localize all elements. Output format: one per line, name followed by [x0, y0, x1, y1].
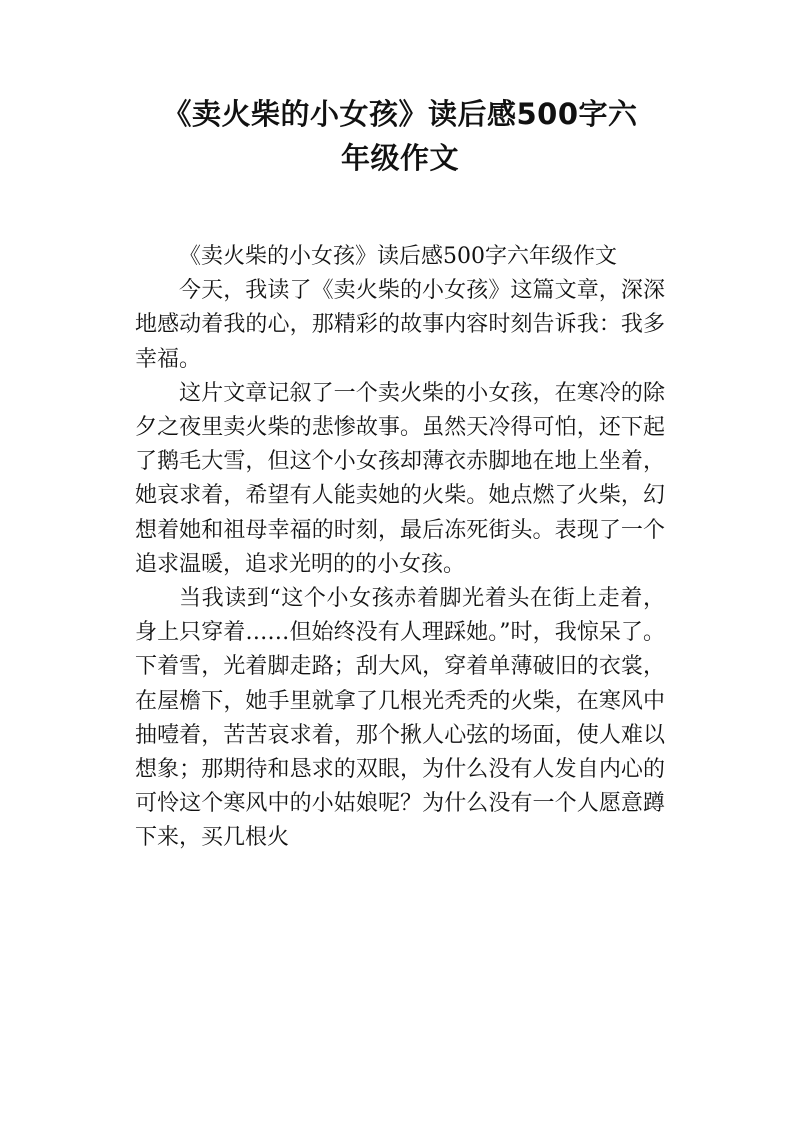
paragraph-summary: 这片文章记叙了一个卖火柴的小女孩，在寒冷的除夕之夜里卖火柴的悲惨故事。虽然天冷得可怕，还下起了鹅毛大雪，但这个小女孩却薄衣赤脚地在地上坐着，她哀求着，希望有人能卖她的火柴。她点燃了火柴，幻想着她和祖母幸福的时刻，最后冻死街头。表现了一个追求温暖，追求光明的的小女孩。 [135, 380, 665, 577]
title-line-1: 《卖火柴的小女孩》读后感500字六 [162, 97, 638, 131]
paragraph-subtitle: 《卖火柴的小女孩》读后感500字六年级作文 [179, 244, 617, 269]
title-line-2: 年级作文 [340, 141, 459, 175]
document-body [135, 240, 665, 856]
paragraph-intro: 今天，我读了《卖火柴的小女孩》这篇文章，深深地感动着我的心，那精彩的故事内容时刻告诉我：我多幸福。 [135, 278, 665, 372]
paragraph-reflection: 当我读到“这个小女孩赤着脚光着头在街上走着，身上只穿着……但始终没有人理踩她。”时，我惊呆了。下着雪，光着脚走路；刮大风，穿着单薄破旧的衣裳，在屋檐下，她手里就拿了几根光秃秃的火柴，在寒风中抽噎着，苦苦哀求着，那个揪人心弦的场面，使人难以想象；那期待和恳求的双眼，为什么没有人发自内心的可怜这个寒风中的小姑娘呢？为什么没有一个人愿意蹲下来，买几根火 [135, 586, 665, 851]
document-title [100, 92, 700, 180]
